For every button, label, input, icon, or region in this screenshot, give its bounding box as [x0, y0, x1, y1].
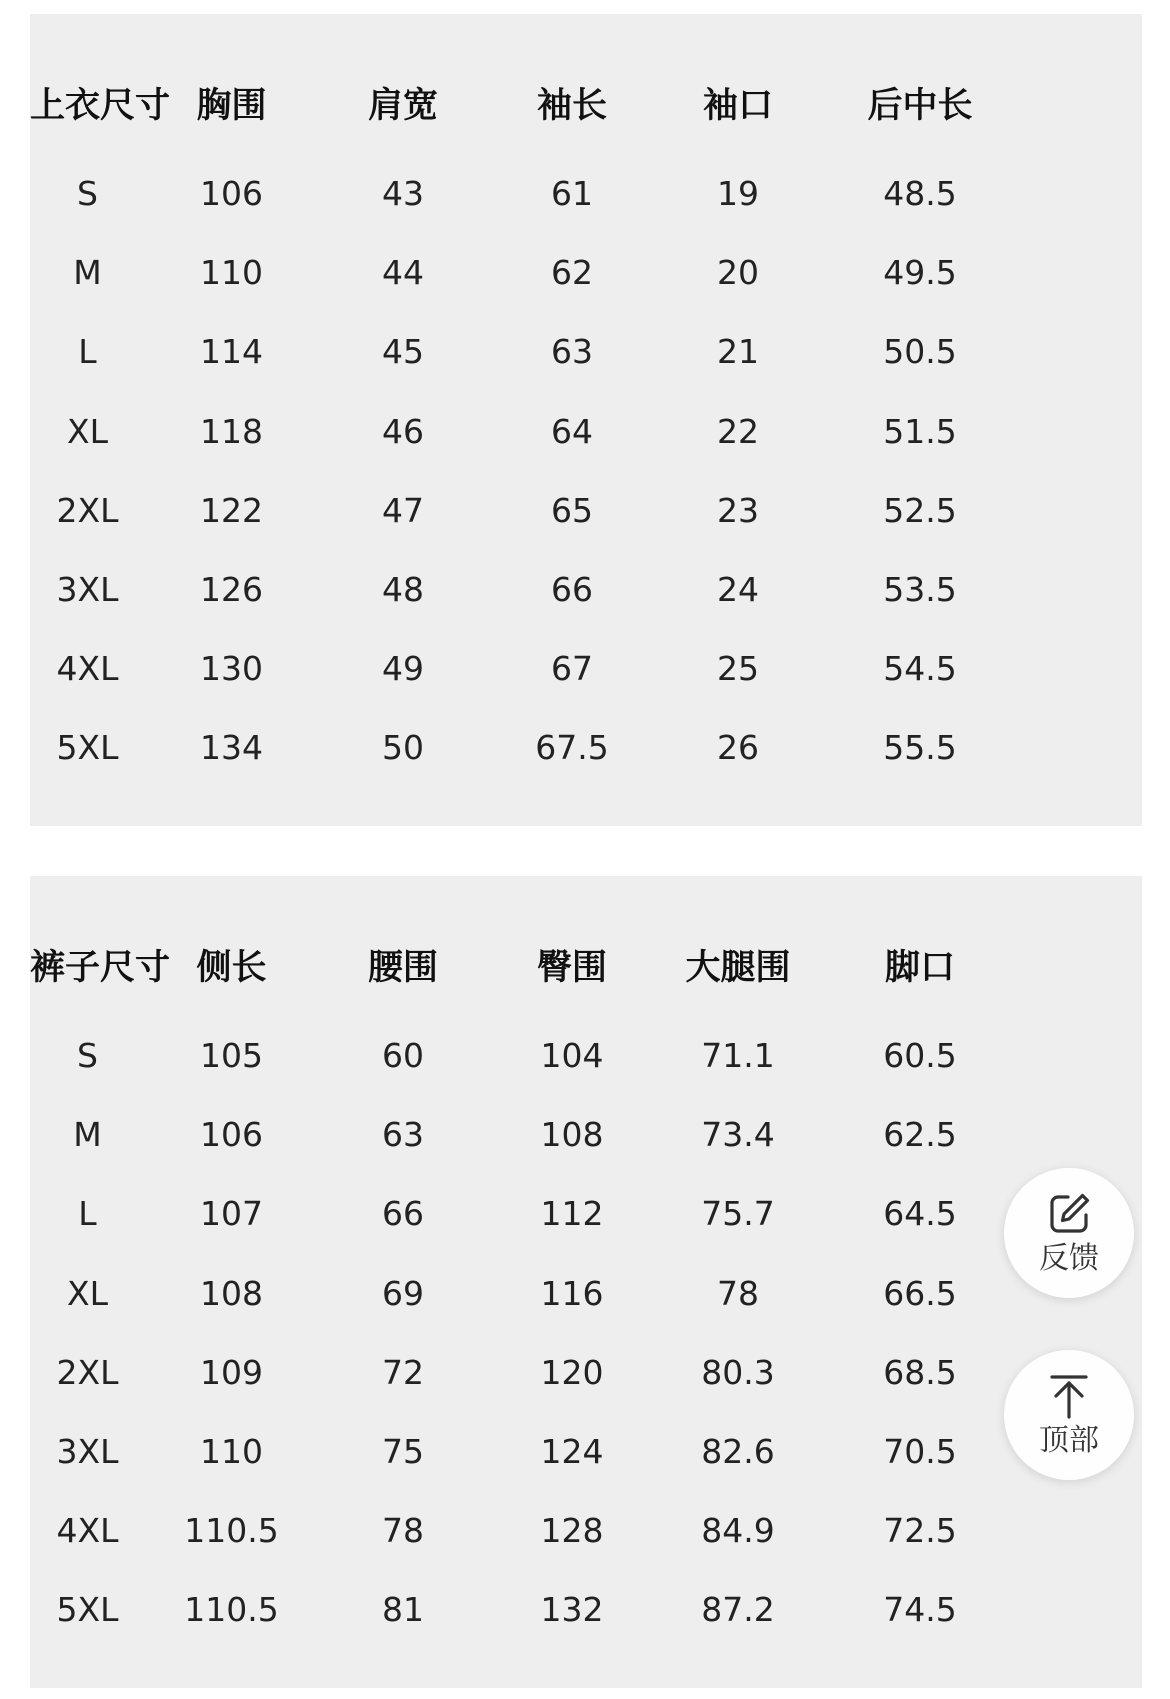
- pants-measure-cell: 110.5: [184, 1590, 279, 1630]
- tops-measure-cell: 20: [717, 253, 759, 293]
- pants-measure-cell: 70.5: [883, 1432, 957, 1472]
- back-to-top-button[interactable]: [1004, 1350, 1134, 1480]
- pants-size-label: 4XL: [56, 1511, 119, 1551]
- tops-size-label: S: [77, 174, 98, 214]
- tops-size-panel: [30, 14, 1142, 826]
- pants-measure-cell: 72: [382, 1352, 424, 1392]
- tops-measure-cell: 51.5: [883, 411, 957, 451]
- tops-measure-cell: 23: [717, 490, 759, 530]
- pants-measure-cell: 108: [540, 1115, 604, 1155]
- arrow-up-to-top-icon: [1044, 1371, 1094, 1421]
- pants-measure-cell: 87.2: [701, 1590, 775, 1630]
- pants-measure-cell: 104: [540, 1036, 604, 1076]
- pants-header-cell: 腰围: [367, 947, 438, 988]
- tops-table-row: [30, 154, 1142, 233]
- pants-measure-cell: 60.5: [883, 1036, 957, 1076]
- tops-size-label: 2XL: [56, 490, 119, 530]
- pants-table-row: [30, 1016, 1142, 1095]
- feedback-button[interactable]: [1004, 1168, 1134, 1298]
- tops-size-label: 5XL: [56, 728, 119, 768]
- tops-table-row: [30, 233, 1142, 312]
- tops-measure-cell: 50: [382, 728, 424, 768]
- pants-table-row: [30, 1095, 1142, 1174]
- tops-size-label: 3XL: [56, 570, 119, 610]
- pants-size-table: [30, 876, 1142, 1650]
- tops-measure-cell: 65: [551, 490, 593, 530]
- pants-measure-cell: 63: [382, 1115, 424, 1155]
- pants-measure-cell: 72.5: [883, 1511, 957, 1551]
- tops-size-label: XL: [67, 411, 108, 451]
- pants-measure-cell: 108: [200, 1273, 263, 1313]
- tops-measure-cell: 63: [551, 332, 593, 372]
- tops-table-row: [30, 708, 1142, 787]
- tops-measure-cell: 49: [382, 649, 424, 689]
- pants-measure-cell: 64.5: [883, 1194, 957, 1234]
- pants-measure-cell: 84.9: [701, 1511, 775, 1551]
- tops-measure-cell: 130: [200, 649, 263, 689]
- pants-measure-cell: 110: [200, 1432, 263, 1472]
- pants-size-label: S: [77, 1036, 98, 1076]
- tops-measure-cell: 106: [200, 174, 263, 214]
- tops-measure-cell: 122: [200, 490, 263, 530]
- tops-measure-cell: 47: [382, 490, 424, 530]
- pants-measure-cell: 75: [382, 1432, 424, 1472]
- pants-header-cell: 臀围: [536, 947, 607, 988]
- tops-measure-cell: 67.5: [535, 728, 609, 768]
- tops-measure-cell: 26: [717, 728, 759, 768]
- pants-measure-cell: 78: [382, 1511, 424, 1551]
- tops-measure-cell: 118: [200, 411, 263, 451]
- pants-header-cell: 脚口: [884, 947, 955, 988]
- pants-measure-cell: 80.3: [701, 1352, 775, 1392]
- pants-measure-cell: 116: [540, 1273, 604, 1313]
- tops-measure-cell: 22: [717, 411, 759, 451]
- pants-size-label: 5XL: [56, 1590, 119, 1630]
- pants-size-label: L: [78, 1194, 97, 1234]
- tops-measure-cell: 25: [717, 649, 759, 689]
- pants-measure-cell: 107: [200, 1194, 263, 1234]
- pants-table-row: [30, 1254, 1142, 1333]
- tops-table-row: [30, 392, 1142, 471]
- pants-table-row: [30, 1412, 1142, 1491]
- tops-measure-cell: 55.5: [883, 728, 957, 768]
- pants-size-label: 2XL: [56, 1352, 119, 1392]
- pants-measure-cell: 73.4: [701, 1115, 775, 1155]
- tops-measure-cell: 21: [717, 332, 759, 372]
- tops-header-cell: 上衣尺寸: [30, 85, 171, 126]
- tops-measure-cell: 48.5: [883, 174, 957, 214]
- pants-measure-cell: 71.1: [701, 1036, 775, 1076]
- tops-header-cell: 袖长: [536, 85, 607, 126]
- tops-measure-cell: 54.5: [883, 649, 957, 689]
- pants-measure-cell: 75.7: [701, 1194, 775, 1234]
- tops-measure-cell: 52.5: [883, 490, 957, 530]
- pants-measure-cell: 66.5: [883, 1273, 957, 1313]
- tops-measure-cell: 61: [551, 174, 593, 214]
- tops-size-label: L: [78, 332, 97, 372]
- tops-measure-cell: 46: [382, 411, 424, 451]
- tops-header-cell: 袖口: [702, 85, 773, 126]
- pants-measure-cell: 60: [382, 1036, 424, 1076]
- pants-measure-cell: 110.5: [184, 1511, 279, 1551]
- tops-size-label: 4XL: [56, 649, 119, 689]
- pants-header-cell: 侧长: [196, 947, 267, 988]
- tops-measure-cell: 126: [200, 570, 263, 610]
- pants-measure-cell: 132: [540, 1590, 604, 1630]
- pants-measure-cell: 124: [540, 1432, 604, 1472]
- back-to-top-label: 顶部: [1039, 1423, 1099, 1458]
- pants-header-cell: 大腿围: [685, 947, 791, 988]
- pants-table-row: [30, 1333, 1142, 1412]
- tops-measure-cell: 53.5: [883, 570, 957, 610]
- tops-measure-cell: 43: [382, 174, 424, 214]
- tops-measure-cell: 50.5: [883, 332, 957, 372]
- pants-size-label: 3XL: [56, 1432, 119, 1472]
- pants-header-row: [30, 927, 1142, 1002]
- edit-icon: [1044, 1189, 1094, 1239]
- pants-measure-cell: 69: [382, 1273, 424, 1313]
- pants-table-row: [30, 1570, 1142, 1649]
- tops-size-table: [30, 14, 1142, 788]
- tops-table-row: [30, 312, 1142, 391]
- tops-measure-cell: 66: [551, 570, 593, 610]
- pants-measure-cell: 128: [540, 1511, 604, 1551]
- pants-measure-cell: 109: [200, 1352, 263, 1392]
- pants-measure-cell: 74.5: [883, 1590, 957, 1630]
- pants-measure-cell: 105: [200, 1036, 263, 1076]
- tops-measure-cell: 48: [382, 570, 424, 610]
- tops-measure-cell: 49.5: [883, 253, 957, 293]
- tops-measure-cell: 24: [717, 570, 759, 610]
- pants-size-panel: [30, 876, 1142, 1688]
- tops-measure-cell: 19: [717, 174, 759, 214]
- pants-measure-cell: 82.6: [701, 1432, 775, 1472]
- tops-header-cell: 肩宽: [367, 85, 438, 126]
- tops-table-row: [30, 471, 1142, 550]
- pants-measure-cell: 112: [540, 1194, 604, 1234]
- feedback-label: 反馈: [1039, 1241, 1099, 1276]
- pants-table-row: [30, 1491, 1142, 1570]
- tops-measure-cell: 110: [200, 253, 263, 293]
- tops-header-cell: 胸围: [196, 85, 267, 126]
- tops-measure-cell: 45: [382, 332, 424, 372]
- pants-measure-cell: 120: [540, 1352, 604, 1392]
- tops-measure-cell: 62: [551, 253, 593, 293]
- pants-header-cell: 裤子尺寸: [30, 947, 171, 988]
- tops-measure-cell: 114: [200, 332, 263, 372]
- pants-measure-cell: 62.5: [883, 1115, 957, 1155]
- tops-measure-cell: 134: [200, 728, 263, 768]
- pants-table-row: [30, 1174, 1142, 1253]
- tops-table-row: [30, 629, 1142, 708]
- pants-measure-cell: 78: [717, 1273, 759, 1313]
- pants-measure-cell: 68.5: [883, 1352, 957, 1392]
- tops-size-label: M: [73, 253, 102, 293]
- pants-measure-cell: 66: [382, 1194, 424, 1234]
- tops-header-row: [30, 65, 1142, 140]
- pants-size-label: XL: [67, 1273, 108, 1313]
- tops-measure-cell: 67: [551, 649, 593, 689]
- tops-header-cell: 后中长: [867, 85, 973, 126]
- tops-measure-cell: 64: [551, 411, 593, 451]
- tops-measure-cell: 44: [382, 253, 424, 293]
- pants-measure-cell: 106: [200, 1115, 263, 1155]
- pants-size-label: M: [73, 1115, 102, 1155]
- pants-measure-cell: 81: [382, 1590, 424, 1630]
- tops-table-row: [30, 550, 1142, 629]
